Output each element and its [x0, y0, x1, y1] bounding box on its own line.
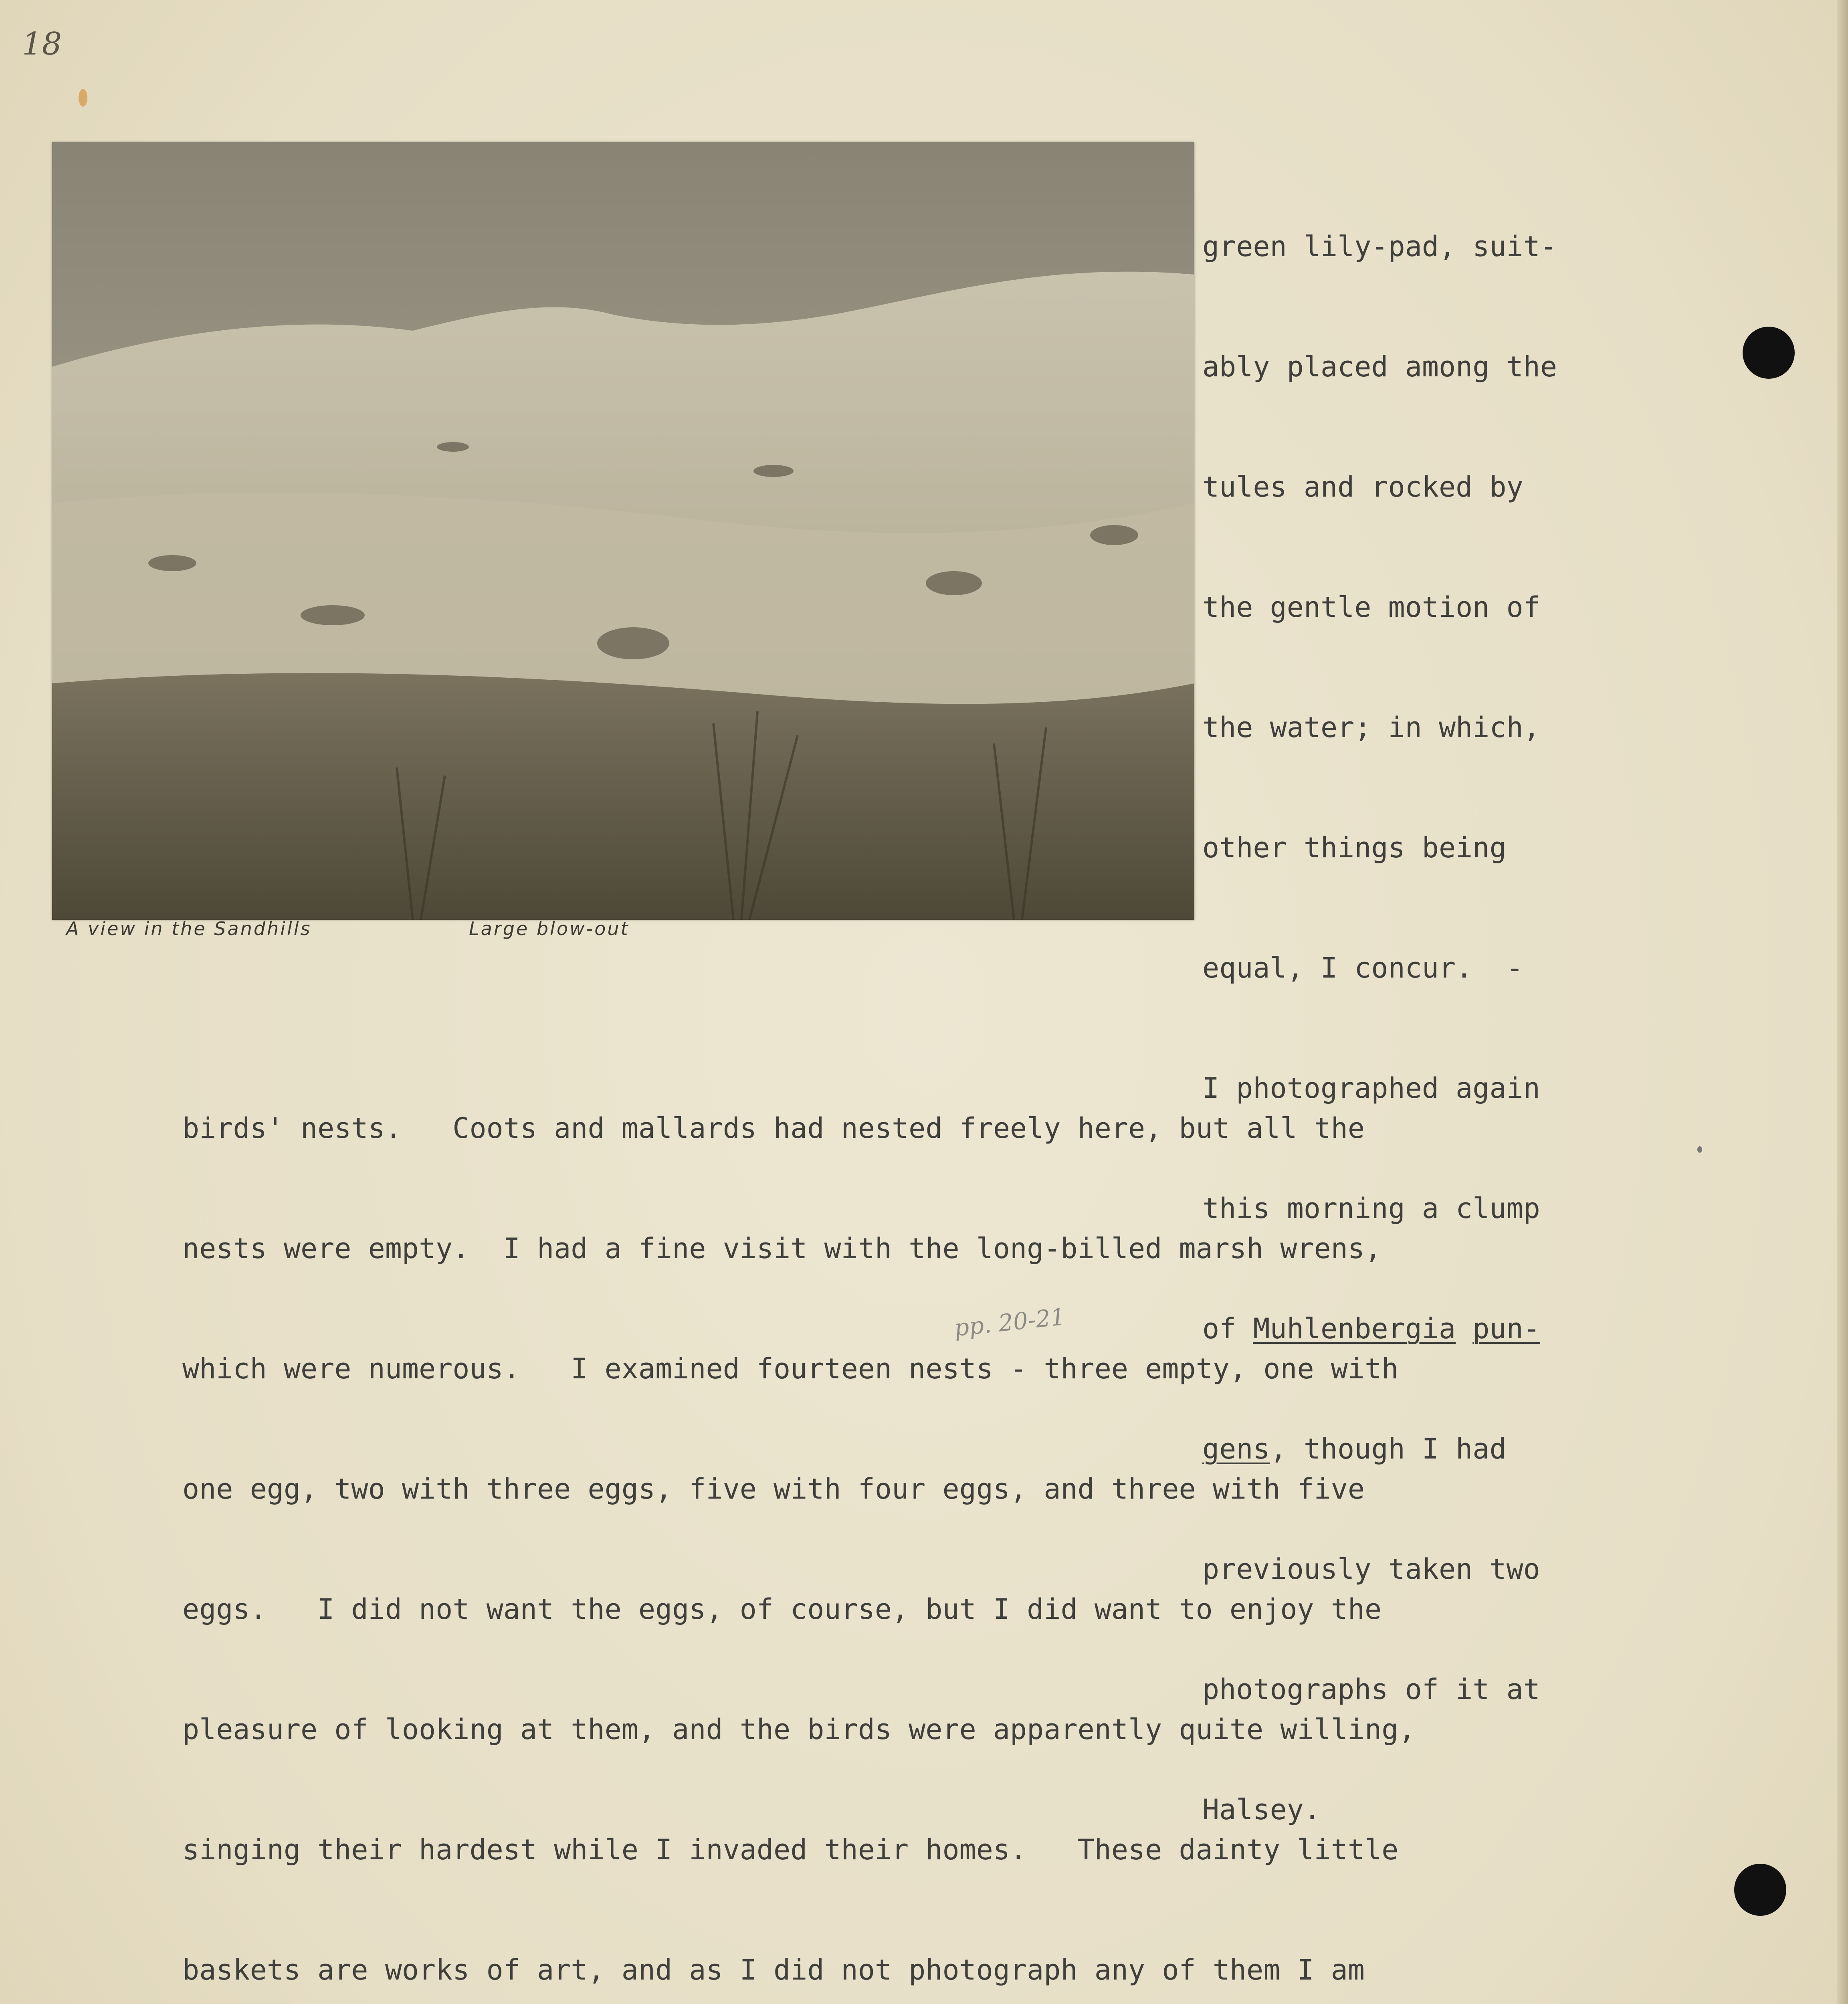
paper-speck	[1697, 1146, 1702, 1153]
page-number: 18	[22, 26, 62, 62]
text-line: one egg, two with three eggs, five with four eggs, and three with five	[182, 1473, 1365, 1505]
binder-hole-top	[1743, 327, 1795, 379]
main-body-text	[182, 948, 1415, 2004]
text-line: baskets are works of art, and as I did not photograph any of them I am	[182, 1953, 1365, 1986]
side-line: other things being	[1202, 831, 1507, 864]
side-line: this morning a clump	[1202, 1192, 1540, 1225]
species-name-genus: Muhlenbergia	[1253, 1312, 1456, 1345]
side-line-prefix: of	[1202, 1312, 1253, 1345]
side-line-suffix: , though I had	[1270, 1432, 1507, 1465]
species-name-end: gens	[1202, 1432, 1270, 1465]
paper-stain	[79, 89, 87, 107]
sandhills-photograph	[52, 142, 1194, 920]
photo-caption-right: Large blow-out	[469, 918, 630, 939]
species-name-part: pun-	[1472, 1312, 1540, 1345]
side-line: Halsey.	[1202, 1793, 1321, 1826]
page-edge	[1837, 0, 1848, 2004]
side-line: the water; in which,	[1202, 711, 1540, 744]
text-line: which were numerous. I examined fourteen nests - three empty, one with	[182, 1352, 1399, 1385]
paragraph-1	[182, 1028, 1415, 2004]
side-line: equal, I concur. -	[1202, 951, 1523, 984]
side-line: the gentle motion of	[1202, 591, 1540, 624]
photo-caption-left: A view in the Sandhills	[66, 918, 312, 939]
text-line: singing their hardest while I invaded their homes. These dainty little	[182, 1833, 1399, 1866]
binder-hole-bottom	[1734, 1864, 1786, 1916]
side-line: tules and rocked by	[1202, 471, 1523, 503]
side-line: green lily-pad, suit-	[1202, 230, 1557, 263]
side-line: previously taken two	[1202, 1553, 1540, 1586]
sandhills-photo-drawing	[52, 142, 1194, 920]
text-line: nests were empty. I had a fine visit with the long-billed marsh wrens,	[182, 1232, 1382, 1265]
side-line: ably placed among the	[1202, 350, 1557, 383]
handwritten-page-reference: pp. 20-21	[953, 1303, 1067, 1342]
text-line: birds' nests. Coots and mallards had nested freely here, but all the	[182, 1112, 1365, 1145]
side-line: photographs of it at	[1202, 1673, 1540, 1706]
side-line: I photographed again	[1202, 1072, 1540, 1105]
text-line: eggs. I did not want the eggs, of course, but I did want to enjoy the	[182, 1593, 1382, 1626]
text-line: pleasure of looking at them, and the birds were apparently quite willing,	[182, 1713, 1416, 1746]
